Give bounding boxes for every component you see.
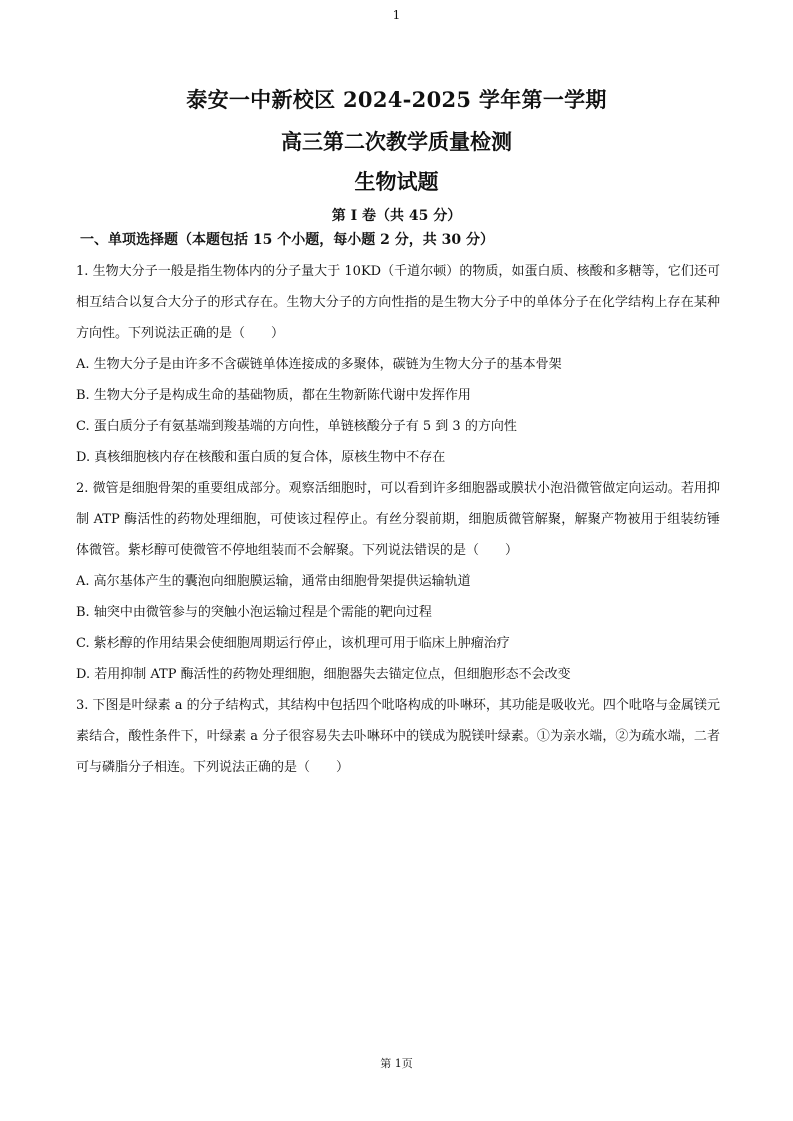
question-1-option-b: B. 生物大分子是构成生命的基础物质，都在生物新陈代谢中发挥作用 xyxy=(76,388,471,403)
question-3 xyxy=(76,690,720,783)
question-2-option-c: C. 紫杉醇的作用结果会使细胞周期运行停止，该机理可用于临床上肿瘤治疗 xyxy=(76,636,510,651)
exam-title-school: 泰安一中新校区 2024-2025 学年第一学期 xyxy=(186,87,607,112)
volume-title: 第 I 卷（共 45 分） xyxy=(331,208,462,224)
exam-title-subject: 生物试题 xyxy=(354,169,439,194)
exam-title-test: 高三第二次教学质量检测 xyxy=(281,129,512,154)
question-1-option-d: D. 真核细胞核内存在核酸和蛋白质的复合体，原核生物中不存在 xyxy=(76,450,446,465)
section-heading: 一、单项选择题（本题包括 15 个小题，每小题 2 分，共 30 分） xyxy=(80,232,494,248)
question-1-option-a: A. 生物大分子是由许多不含碳链单体连接成的多聚体，碳链为生物大分子的基本骨架 xyxy=(76,357,562,372)
question-1-stem: 1. 生物大分子一般是指生物体内的分子量大于 10KD（千道尔顿）的物质，如蛋白质、核酸和多糖等，它们还可相互结合以复合大分子的形式存在。生物大分子的方向性指的是生物大分子中的单体分子在化学结构上存在某种方向性。下列说法正确的是（ ） xyxy=(76,264,720,341)
question-2-option-a: A. 高尔基体产生的囊泡向细胞膜运输，通常由细胞骨架提供运输轨道 xyxy=(76,574,471,589)
questions-area xyxy=(76,256,720,783)
question-3-stem: 3. 下图是叶绿素 a 的分子结构式，其结构中包括四个吡咯构成的卟啉环，其功能是吸收光。四个吡咯与金属镁元素结合，酸性条件下，叶绿素 a 分子很容易失去卟啉环中的镁成为脱镁叶绿素。①为亲水端，②为疏水端，二者可与磷脂分子相连。下列说法正确的是（ ） xyxy=(76,698,720,775)
question-1 xyxy=(76,256,720,473)
question-2-option-d: D. 若用抑制 ATP 酶活性的药物处理细胞，细胞器失去锚定位点，但细胞形态不会改变 xyxy=(76,667,571,682)
question-1-option-c: C. 蛋白质分子有氨基端到羧基端的方向性，单链核酸分子有 5 到 3 的方向性 xyxy=(76,419,517,434)
footer-page-label: 第 1页 xyxy=(380,1057,413,1070)
question-2-stem: 2. 微管是细胞骨架的重要组成部分。观察活细胞时，可以看到许多细胞器或膜状小泡沿微管做定向运动。若用抑制 ATP 酶活性的药物处理细胞，可使该过程停止。有丝分裂前期，细胞质微管解聚，解聚产物被用于组装纺锤体微管。紫杉醇可使微管不停地组装而不会解聚。下列说法错误的是（ ） xyxy=(76,481,720,558)
question-2 xyxy=(76,473,720,690)
top-page-number: 1 xyxy=(392,8,401,22)
question-2-option-b: B. 轴突中由微管参与的突触小泡运输过程是个需能的靶向过程 xyxy=(76,605,432,620)
